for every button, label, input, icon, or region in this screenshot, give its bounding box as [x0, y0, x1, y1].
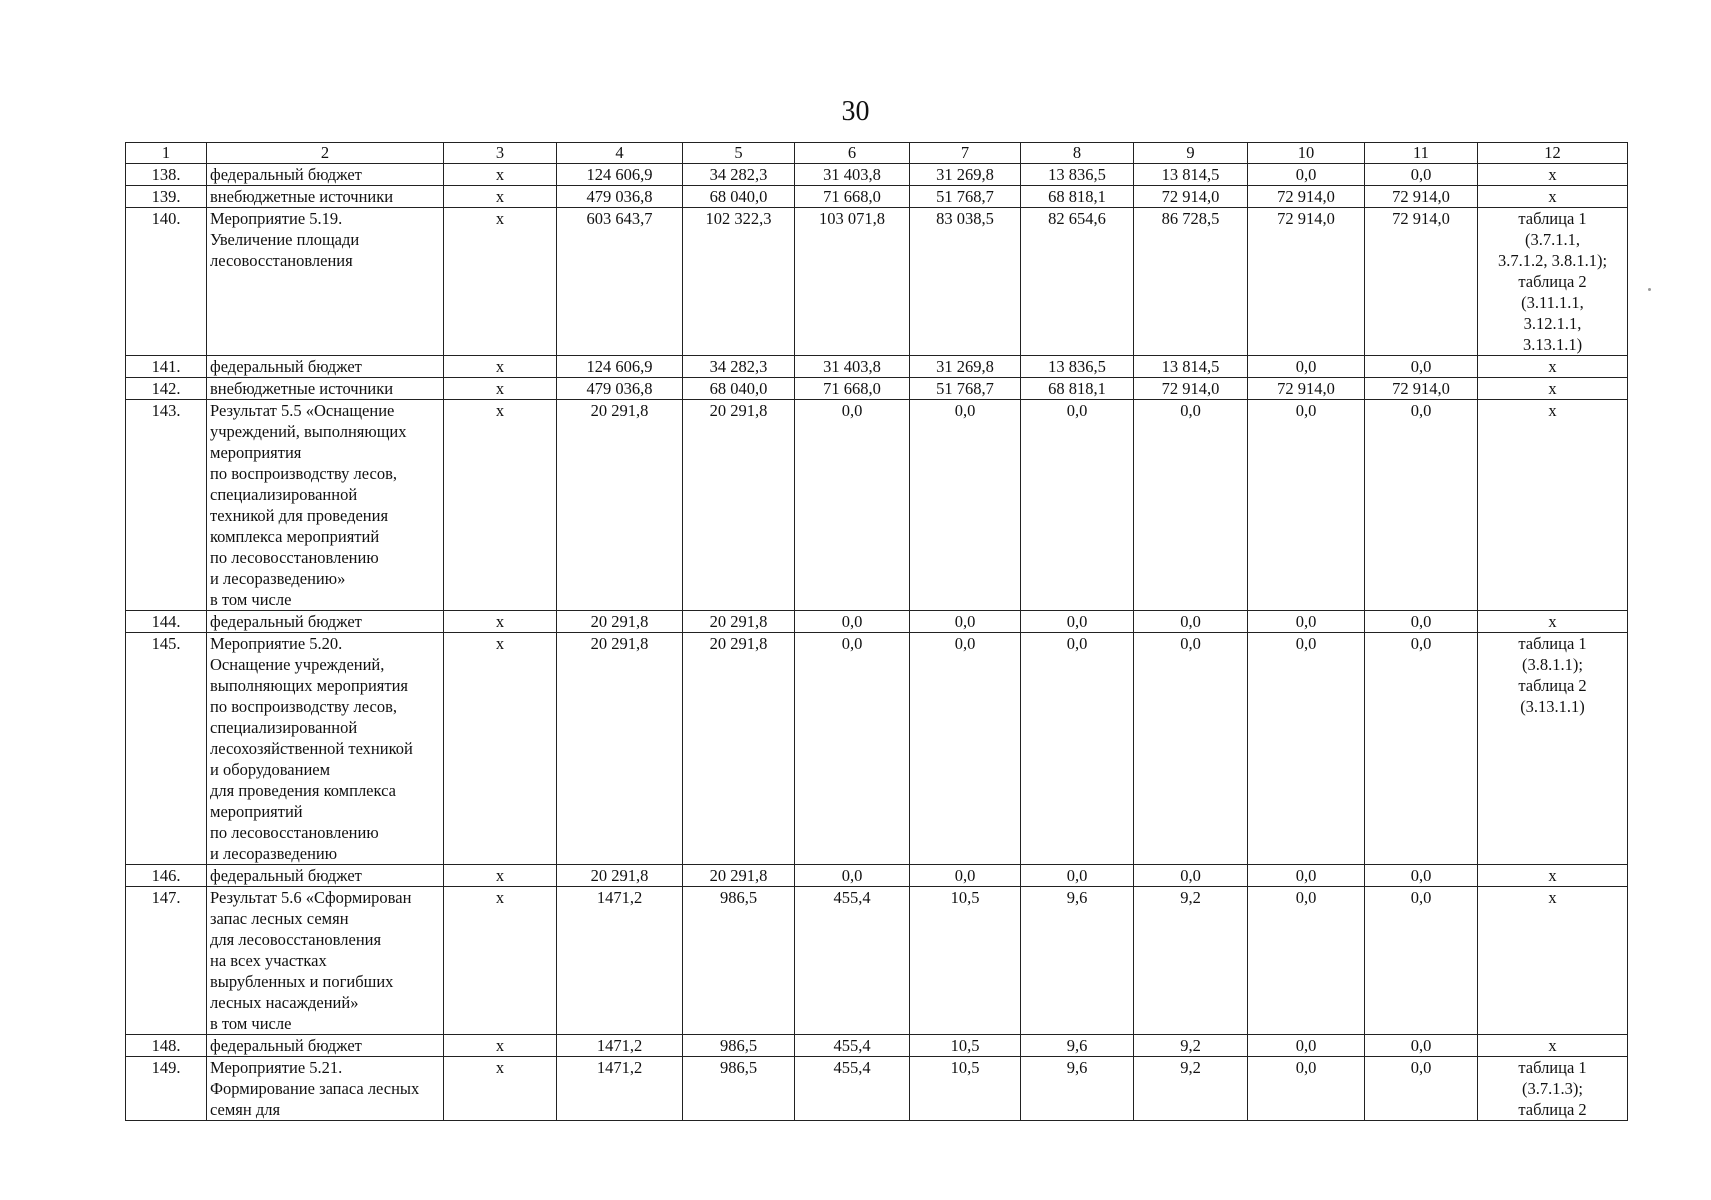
value-cell: 0,0 — [795, 400, 910, 611]
value-cell: 479 036,8 — [557, 378, 683, 400]
value-cell: 0,0 — [1021, 611, 1134, 633]
value-cell: 0,0 — [1021, 400, 1134, 611]
value-cell: 0,0 — [910, 400, 1021, 611]
row-name-line: внебюджетные источники — [210, 187, 394, 206]
value-cell: 72 914,0 — [1248, 208, 1365, 356]
value-cell: 72 914,0 — [1134, 186, 1248, 208]
row-name-line: и лесоразведению — [210, 844, 338, 863]
value-cell: 102 322,3 — [683, 208, 795, 356]
value-cell: 0,0 — [910, 611, 1021, 633]
value-cell: 0,0 — [1248, 164, 1365, 186]
row-name-line: в том числе — [210, 1014, 292, 1033]
column-3-cell: x — [444, 611, 557, 633]
value-cell: 455,4 — [795, 887, 910, 1035]
table-row — [126, 865, 1628, 887]
value-cell: 986,5 — [683, 1057, 795, 1121]
value-cell: 0,0 — [1365, 633, 1478, 865]
reference-line: x — [1548, 357, 1557, 376]
value-cell: 603 643,7 — [557, 208, 683, 356]
row-name-line: специализированной — [210, 718, 358, 737]
value-cell: 71 668,0 — [795, 186, 910, 208]
row-number: 149. — [126, 1057, 207, 1121]
value-cell: 986,5 — [683, 887, 795, 1035]
row-name-line: по воспроизводству лесов, — [210, 464, 397, 483]
reference-cell — [1478, 887, 1628, 1035]
table-row — [126, 633, 1628, 865]
reference-cell — [1478, 611, 1628, 633]
reference-line: x — [1548, 379, 1557, 398]
value-cell: 9,2 — [1134, 887, 1248, 1035]
reference-line: x — [1548, 888, 1557, 907]
table-row — [126, 186, 1628, 208]
reference-line: (3.8.1.1); — [1522, 655, 1583, 674]
value-cell: 34 282,3 — [683, 356, 795, 378]
table-row — [126, 887, 1628, 1035]
value-cell: 0,0 — [1134, 611, 1248, 633]
column-header: 11 — [1365, 143, 1478, 164]
column-3-cell: x — [444, 356, 557, 378]
row-name-line: лесохозяйственной техникой — [210, 739, 413, 758]
reference-line: таблица 1 — [1518, 634, 1587, 653]
row-name-line: Формирование запаса лесных — [210, 1079, 420, 1098]
reference-cell — [1478, 1057, 1628, 1121]
row-number: 144. — [126, 611, 207, 633]
row-name-line: комплекса мероприятий — [210, 527, 380, 546]
value-cell: 20 291,8 — [683, 633, 795, 865]
row-name — [207, 208, 444, 356]
value-cell: 9,6 — [1021, 1057, 1134, 1121]
value-cell: 34 282,3 — [683, 164, 795, 186]
value-cell: 68 818,1 — [1021, 378, 1134, 400]
row-name-line: учреждений, выполняющих — [210, 422, 407, 441]
value-cell: 9,6 — [1021, 1035, 1134, 1057]
row-number: 141. — [126, 356, 207, 378]
reference-line: таблица 2 — [1518, 676, 1587, 695]
reference-line: (3.11.1.1, — [1521, 293, 1584, 312]
value-cell: 31 403,8 — [795, 356, 910, 378]
value-cell: 72 914,0 — [1365, 378, 1478, 400]
value-cell: 9,6 — [1021, 887, 1134, 1035]
value-cell: 0,0 — [910, 633, 1021, 865]
value-cell: 20 291,8 — [683, 400, 795, 611]
row-name-line: для лесовосстановления — [210, 930, 382, 949]
budget-table — [125, 142, 1628, 1121]
row-name-line: техникой для проведения — [210, 506, 389, 525]
value-cell: 20 291,8 — [557, 633, 683, 865]
table-row — [126, 1035, 1628, 1057]
table-row — [126, 611, 1628, 633]
reference-line: таблица 1 — [1518, 209, 1587, 228]
value-cell: 1471,2 — [557, 1057, 683, 1121]
value-cell: 0,0 — [795, 611, 910, 633]
value-cell: 103 071,8 — [795, 208, 910, 356]
row-name — [207, 633, 444, 865]
reference-line: (3.7.1.1, — [1525, 230, 1580, 249]
reference-cell — [1478, 208, 1628, 356]
value-cell: 0,0 — [1248, 356, 1365, 378]
row-name-line: внебюджетные источники — [210, 379, 394, 398]
value-cell: 10,5 — [910, 1035, 1021, 1057]
table-row — [126, 1057, 1628, 1121]
column-header: 12 — [1478, 143, 1628, 164]
row-name-line: Оснащение учреждений, — [210, 655, 385, 674]
row-name-line: Мероприятие 5.19. — [210, 209, 343, 228]
row-number: 143. — [126, 400, 207, 611]
row-name-line: выполняющих мероприятия — [210, 676, 409, 695]
row-name — [207, 400, 444, 611]
reference-line: x — [1548, 612, 1557, 631]
row-name-line: запас лесных семян — [210, 909, 349, 928]
reference-cell — [1478, 1035, 1628, 1057]
value-cell: 479 036,8 — [557, 186, 683, 208]
row-name-line: лесных насаждений» — [210, 993, 359, 1012]
row-name-line: по лесовосстановлению — [210, 823, 379, 842]
row-name — [207, 611, 444, 633]
row-name-line: федеральный бюджет — [210, 612, 362, 631]
value-cell: 0,0 — [1365, 164, 1478, 186]
column-header: 6 — [795, 143, 910, 164]
row-name — [207, 1035, 444, 1057]
row-number: 140. — [126, 208, 207, 356]
row-name-line: и лесоразведению» — [210, 569, 346, 588]
column-3-cell: x — [444, 887, 557, 1035]
row-number: 139. — [126, 186, 207, 208]
reference-line: (3.7.1.3); — [1522, 1079, 1583, 1098]
value-cell: 71 668,0 — [795, 378, 910, 400]
value-cell: 13 836,5 — [1021, 164, 1134, 186]
reference-line: таблица 2 — [1518, 1100, 1587, 1119]
value-cell: 31 269,8 — [910, 164, 1021, 186]
value-cell: 0,0 — [1134, 865, 1248, 887]
row-name — [207, 378, 444, 400]
column-header: 3 — [444, 143, 557, 164]
column-3-cell: x — [444, 208, 557, 356]
value-cell: 83 038,5 — [910, 208, 1021, 356]
value-cell: 1471,2 — [557, 887, 683, 1035]
reference-line: 3.7.1.2, 3.8.1.1); — [1497, 251, 1608, 270]
value-cell: 72 914,0 — [1365, 208, 1478, 356]
column-3-cell: x — [444, 378, 557, 400]
value-cell: 9,2 — [1134, 1057, 1248, 1121]
column-header: 8 — [1021, 143, 1134, 164]
reference-line: 3.13.1.1) — [1522, 335, 1583, 354]
row-name-line: лесовосстановления — [210, 251, 353, 270]
row-name-line: федеральный бюджет — [210, 1036, 362, 1055]
header-row — [126, 143, 1628, 164]
value-cell: 986,5 — [683, 1035, 795, 1057]
value-cell: 31 269,8 — [910, 356, 1021, 378]
row-name-line: Мероприятие 5.20. — [210, 634, 343, 653]
value-cell: 0,0 — [1365, 1057, 1478, 1121]
row-name-line: на всех участках — [210, 951, 327, 970]
column-header: 4 — [557, 143, 683, 164]
value-cell: 0,0 — [1365, 887, 1478, 1035]
reference-line: (3.13.1.1) — [1520, 697, 1585, 716]
value-cell: 51 768,7 — [910, 378, 1021, 400]
column-3-cell: x — [444, 164, 557, 186]
value-cell: 0,0 — [1365, 400, 1478, 611]
row-name-line: по лесовосстановлению — [210, 548, 379, 567]
value-cell: 68 040,0 — [683, 186, 795, 208]
table-row — [126, 356, 1628, 378]
value-cell: 124 606,9 — [557, 164, 683, 186]
reference-line: x — [1548, 401, 1557, 420]
reference-cell — [1478, 865, 1628, 887]
row-name-line: специализированной — [210, 485, 358, 504]
value-cell: 0,0 — [1365, 611, 1478, 633]
page-number: 30 — [841, 96, 870, 127]
value-cell: 0,0 — [1365, 356, 1478, 378]
row-name-line: федеральный бюджет — [210, 357, 362, 376]
value-cell: 0,0 — [1021, 865, 1134, 887]
value-cell: 0,0 — [1248, 887, 1365, 1035]
value-cell: 0,0 — [910, 865, 1021, 887]
reference-line: x — [1548, 866, 1557, 885]
table-body — [126, 164, 1628, 1121]
value-cell: 13 814,5 — [1134, 356, 1248, 378]
row-name-line: семян для — [210, 1100, 281, 1119]
value-cell: 20 291,8 — [557, 611, 683, 633]
value-cell: 51 768,7 — [910, 186, 1021, 208]
value-cell: 0,0 — [1021, 633, 1134, 865]
reference-cell — [1478, 400, 1628, 611]
row-number: 138. — [126, 164, 207, 186]
row-number: 148. — [126, 1035, 207, 1057]
reference-cell — [1478, 378, 1628, 400]
column-header: 2 — [207, 143, 444, 164]
value-cell: 0,0 — [1365, 1035, 1478, 1057]
row-name-line: мероприятий — [210, 802, 303, 821]
column-3-cell: x — [444, 1057, 557, 1121]
row-name-line: федеральный бюджет — [210, 165, 362, 184]
row-number: 145. — [126, 633, 207, 865]
value-cell: 20 291,8 — [683, 611, 795, 633]
row-name-line: по воспроизводству лесов, — [210, 697, 397, 716]
row-name — [207, 164, 444, 186]
table-row — [126, 378, 1628, 400]
row-name-line: вырубленных и погибших — [210, 972, 394, 991]
value-cell: 0,0 — [795, 865, 910, 887]
value-cell: 455,4 — [795, 1057, 910, 1121]
reference-cell — [1478, 186, 1628, 208]
value-cell: 72 914,0 — [1134, 378, 1248, 400]
row-name-line: мероприятия — [210, 443, 302, 462]
column-header: 9 — [1134, 143, 1248, 164]
row-number: 147. — [126, 887, 207, 1035]
value-cell: 72 914,0 — [1365, 186, 1478, 208]
table-row — [126, 164, 1628, 186]
value-cell: 68 818,1 — [1021, 186, 1134, 208]
row-name — [207, 1057, 444, 1121]
reference-line: x — [1548, 1036, 1557, 1055]
value-cell: 10,5 — [910, 887, 1021, 1035]
value-cell: 0,0 — [1248, 1057, 1365, 1121]
value-cell: 31 403,8 — [795, 164, 910, 186]
scan-speck — [1648, 288, 1651, 291]
reference-cell — [1478, 356, 1628, 378]
value-cell: 0,0 — [1248, 611, 1365, 633]
row-name — [207, 865, 444, 887]
value-cell: 20 291,8 — [683, 865, 795, 887]
value-cell: 10,5 — [910, 1057, 1021, 1121]
value-cell: 9,2 — [1134, 1035, 1248, 1057]
reference-line: таблица 2 — [1518, 272, 1587, 291]
value-cell: 72 914,0 — [1248, 378, 1365, 400]
column-3-cell: x — [444, 633, 557, 865]
row-name-line: Мероприятие 5.21. — [210, 1058, 343, 1077]
row-name-line: в том числе — [210, 590, 292, 609]
value-cell: 72 914,0 — [1248, 186, 1365, 208]
value-cell: 20 291,8 — [557, 400, 683, 611]
reference-line: x — [1548, 165, 1557, 184]
column-header: 1 — [126, 143, 207, 164]
value-cell: 86 728,5 — [1134, 208, 1248, 356]
reference-cell — [1478, 633, 1628, 865]
value-cell: 0,0 — [1134, 633, 1248, 865]
value-cell: 0,0 — [1248, 865, 1365, 887]
row-number: 142. — [126, 378, 207, 400]
reference-line: таблица 1 — [1518, 1058, 1587, 1077]
table-row — [126, 208, 1628, 356]
row-name — [207, 356, 444, 378]
value-cell: 68 040,0 — [683, 378, 795, 400]
reference-cell — [1478, 164, 1628, 186]
row-name-line: федеральный бюджет — [210, 866, 362, 885]
value-cell: 1471,2 — [557, 1035, 683, 1057]
row-number: 146. — [126, 865, 207, 887]
row-name-line: для проведения комплекса — [210, 781, 396, 800]
row-name — [207, 887, 444, 1035]
column-header: 10 — [1248, 143, 1365, 164]
value-cell: 13 836,5 — [1021, 356, 1134, 378]
value-cell: 455,4 — [795, 1035, 910, 1057]
value-cell: 0,0 — [1248, 1035, 1365, 1057]
value-cell: 0,0 — [1248, 400, 1365, 611]
row-name-line: Увеличение площади — [210, 230, 360, 249]
row-name-line: Результат 5.5 «Оснащение — [210, 401, 395, 420]
value-cell: 13 814,5 — [1134, 164, 1248, 186]
value-cell: 82 654,6 — [1021, 208, 1134, 356]
value-cell: 20 291,8 — [557, 865, 683, 887]
value-cell: 0,0 — [795, 633, 910, 865]
value-cell: 0,0 — [1134, 400, 1248, 611]
value-cell: 124 606,9 — [557, 356, 683, 378]
column-header: 5 — [683, 143, 795, 164]
table-row — [126, 400, 1628, 611]
column-3-cell: x — [444, 186, 557, 208]
value-cell: 0,0 — [1248, 633, 1365, 865]
reference-line: 3.12.1.1, — [1523, 314, 1582, 333]
reference-line: x — [1548, 187, 1557, 206]
column-3-cell: x — [444, 865, 557, 887]
row-name-line: и оборудованием — [210, 760, 331, 779]
column-header: 7 — [910, 143, 1021, 164]
row-name-line: Результат 5.6 «Сформирован — [210, 888, 412, 907]
row-name — [207, 186, 444, 208]
column-3-cell: x — [444, 1035, 557, 1057]
value-cell: 0,0 — [1365, 865, 1478, 887]
column-3-cell: x — [444, 400, 557, 611]
